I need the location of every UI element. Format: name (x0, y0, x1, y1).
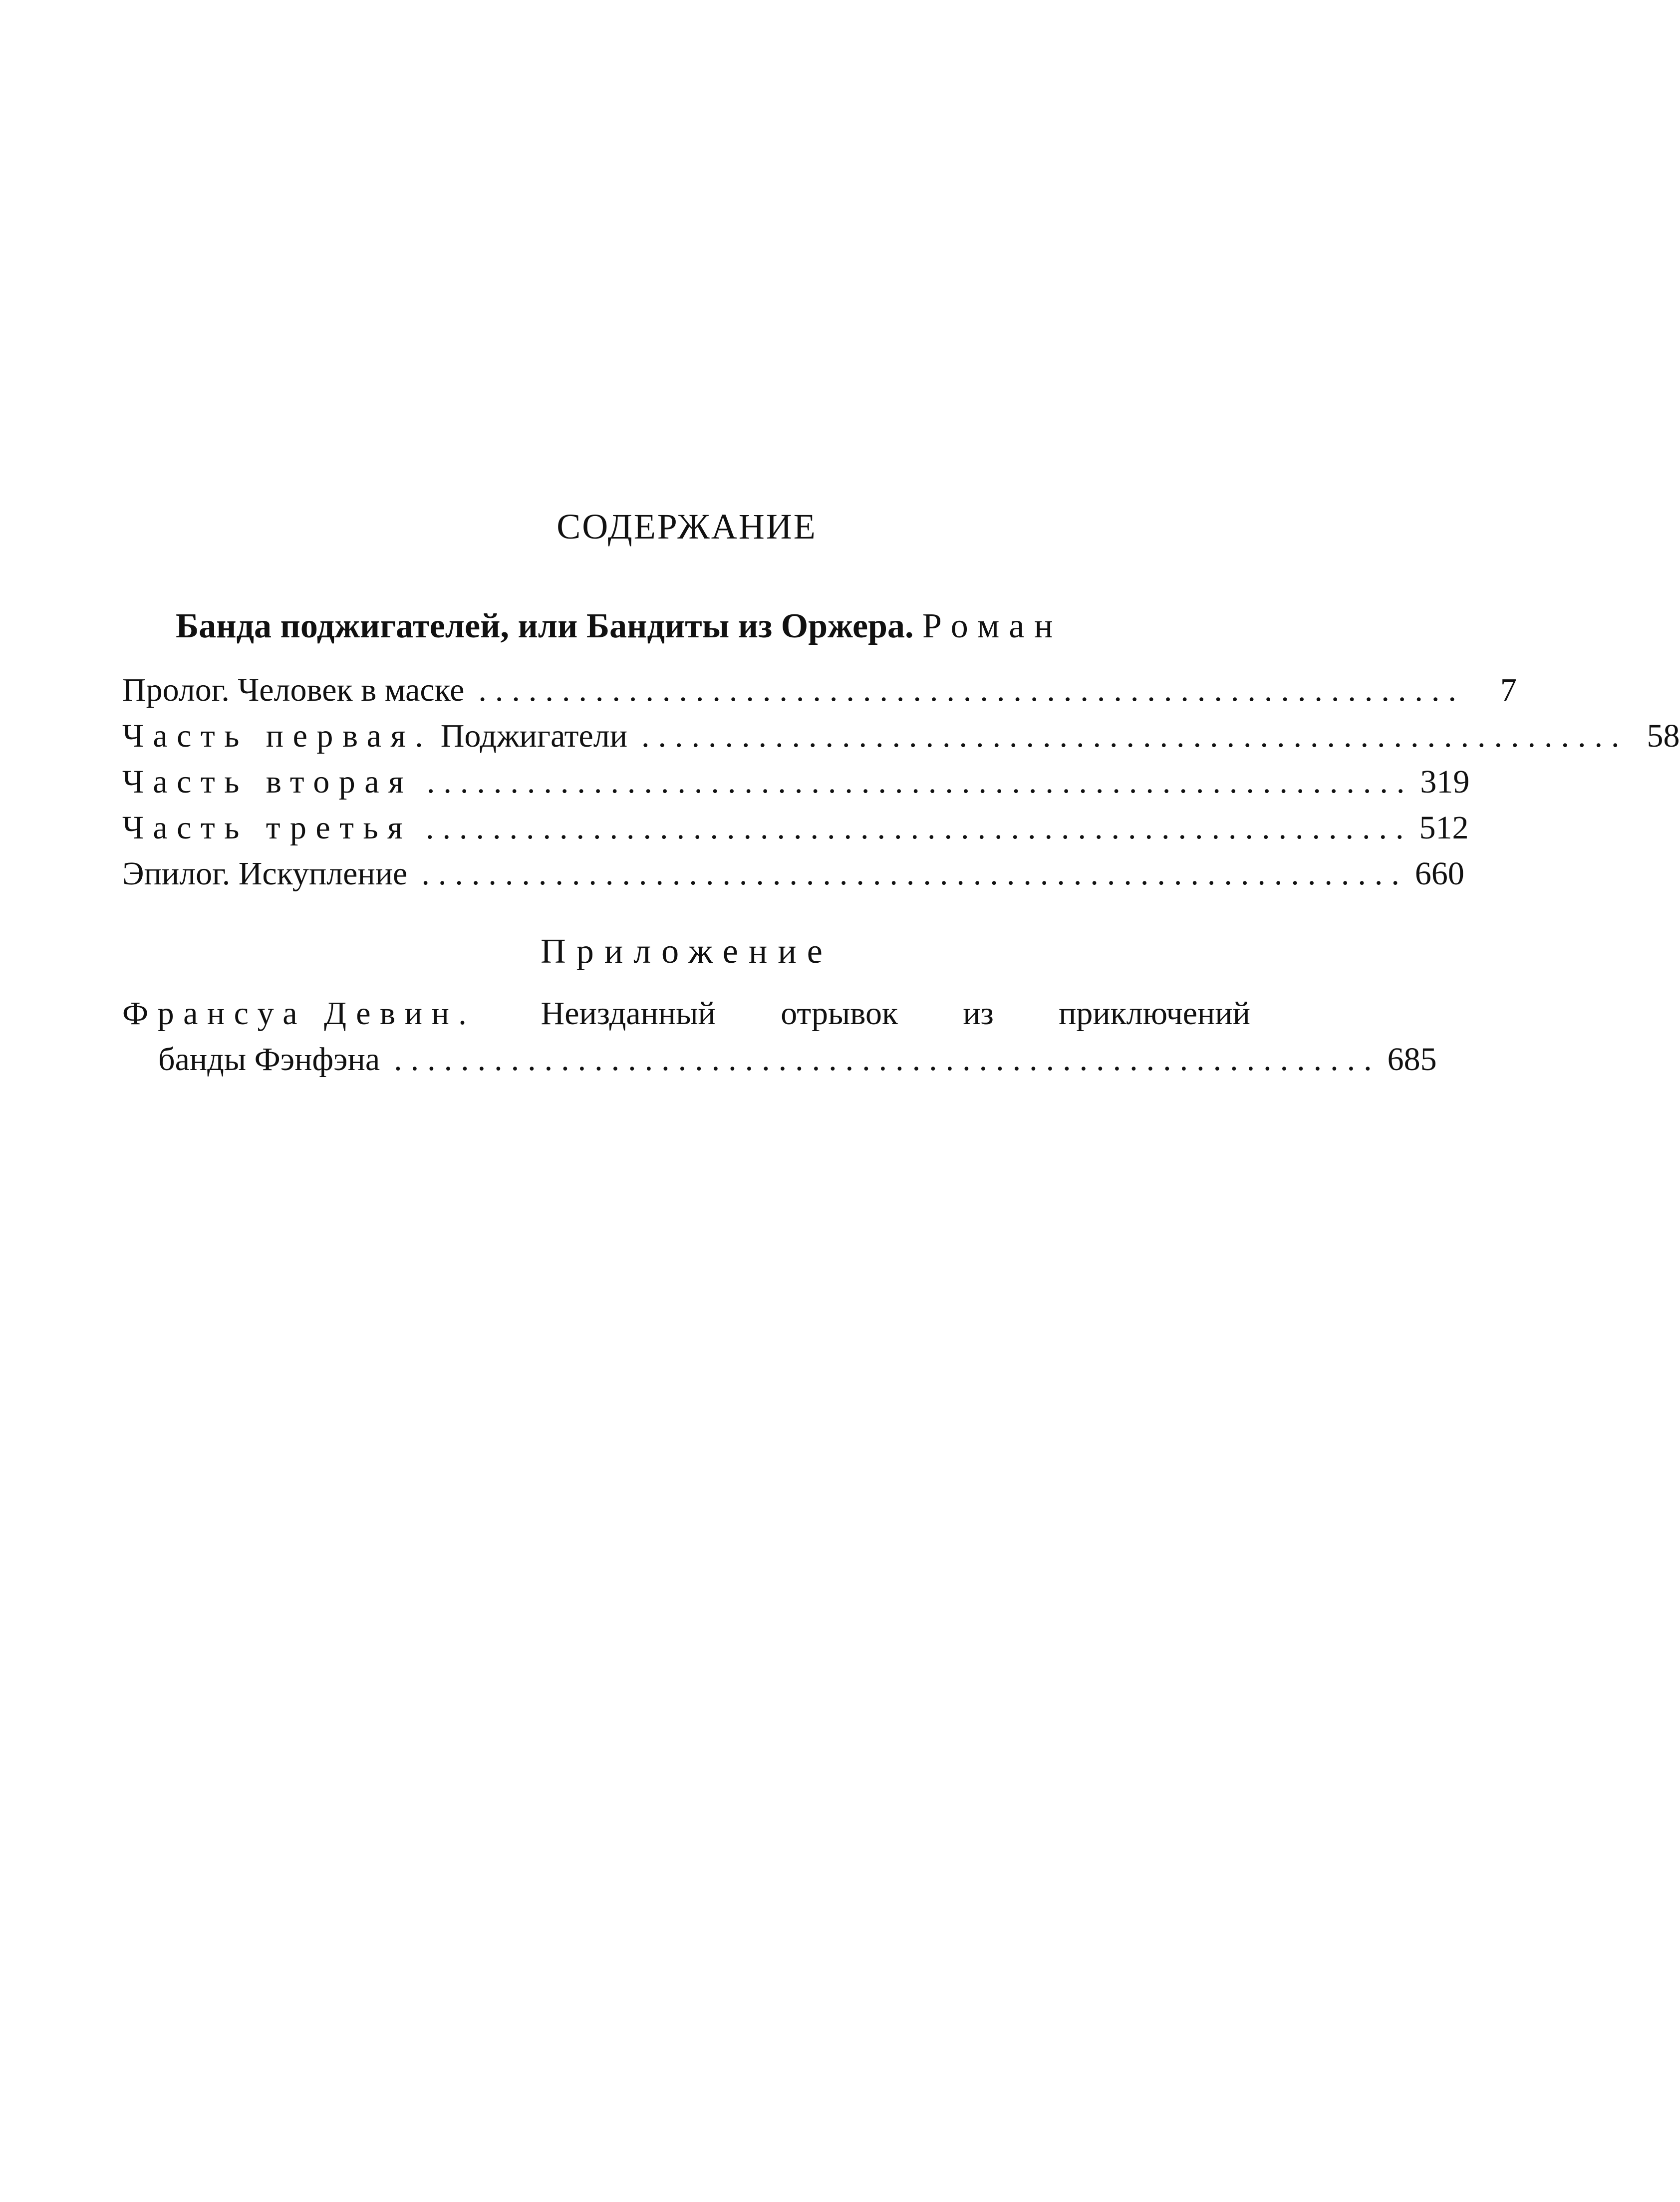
appendix-entry-line1 (122, 991, 1250, 1037)
toc-entry (122, 851, 1464, 897)
toc-entry-title (122, 759, 427, 805)
appendix-entry (122, 991, 1437, 1083)
toc-entry-label: Пролог. Человек в маске (122, 672, 465, 708)
toc-entry-spaced-label: Часть вторая (122, 764, 413, 800)
appendix-title-word: Неизданный (541, 995, 716, 1032)
dot-leader: ........................................................... (641, 718, 1628, 754)
dot-leader: ........................................................... (394, 1041, 1381, 1078)
toc-entry-title (122, 851, 421, 897)
dot-leader: ........................................................... (478, 672, 1465, 708)
appendix-entry-line2 (122, 1037, 1437, 1083)
appendix-page: 685 (1387, 1041, 1437, 1078)
appendix-title-word: отрывок (781, 995, 898, 1032)
appendix-title-continued: банды Фэнфэна (158, 1037, 394, 1083)
toc-entry (122, 805, 1469, 851)
appendix-title-word: приключений (1059, 995, 1250, 1032)
toc-entry-page: 319 (1420, 764, 1470, 800)
dot-leader: ........................................................... (425, 810, 1412, 846)
toc-entry (122, 667, 1517, 713)
toc-entry-label: Эпилог. Искупление (122, 855, 408, 892)
work-title: Банда поджигателей, или Бандиты из Оржера. (176, 607, 914, 645)
work-genre: Роман (922, 607, 1063, 645)
toc-entry (122, 713, 1680, 759)
toc-entry-page: 7 (1500, 672, 1517, 708)
toc-entry-spaced-label: Часть первая. (122, 718, 433, 754)
toc-entry-title (122, 713, 641, 759)
appendix-author: Франсуа Девин. (122, 995, 476, 1032)
toc-entry-title (122, 667, 478, 713)
appendix-heading: Приложение (541, 932, 833, 971)
toc-entry-page: 660 (1414, 855, 1464, 892)
toc-entry (122, 759, 1470, 805)
toc-entry-page: 512 (1419, 810, 1469, 846)
appendix-title-word: из (963, 995, 994, 1032)
work-title-line (176, 604, 1063, 649)
dot-leader: ........................................................... (421, 855, 1408, 892)
page-title: СОДЕРЖАНИЕ (557, 507, 817, 547)
toc-entry-title (122, 805, 426, 851)
toc-entry-page: 58 (1647, 718, 1680, 754)
toc-list (122, 667, 1680, 897)
dot-leader: ........................................................... (426, 764, 1413, 800)
toc-entry-label: Поджигатели (432, 718, 628, 754)
toc-entry-spaced-label: Часть третья (122, 810, 412, 846)
